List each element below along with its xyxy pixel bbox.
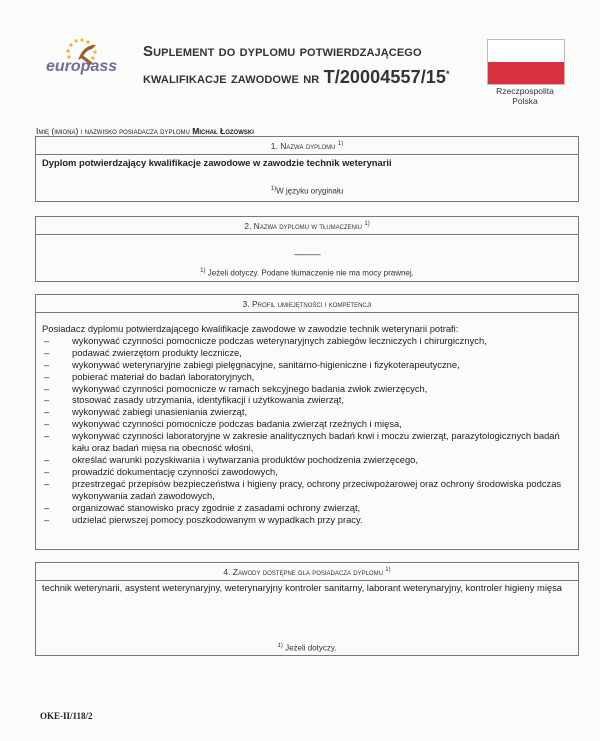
section1-divider <box>36 154 578 155</box>
section4-title-row <box>36 567 578 577</box>
holder-name: Michał Łozowski <box>192 126 254 136</box>
skill-item: – stosować zasady utrzymania, identyfikacji i użytkowania zwierząt, <box>42 394 572 406</box>
skills-list <box>42 335 572 526</box>
skill-item: – określać warunki pozyskiwania i wytwarzania produktów pochodzenia zwierzęcego, <box>42 454 572 466</box>
flag-white-stripe <box>488 40 564 62</box>
section2-title: 2. Nazwa dyplomu w tłumaczeniu <box>244 221 363 231</box>
flag-red-stripe <box>488 62 564 84</box>
holder-line <box>36 126 254 136</box>
polish-flag <box>487 39 565 85</box>
section2-text: ______ <box>294 244 320 255</box>
section3-title: 3. Profil umiejętności i kompetencji <box>242 299 372 309</box>
section4-title: 4. Zawody dostępne dla posiadacza dyplomu <box>223 567 383 577</box>
skill-item: – udzielać pierwszej pomocy poszkodowanym w wypadkach przy pracy. <box>42 514 572 526</box>
title-line2: kwalifikacje zawodowe nr <box>143 70 320 87</box>
section4-box <box>35 562 579 656</box>
section2-footnote-mark: 1) <box>200 268 206 274</box>
section1-text: Dyplom potwierdzający kwalifikacje zawodowe w zawodzie technik weterynarii <box>42 157 392 168</box>
section1-title: 1. Nazwa dyplomu <box>270 141 336 151</box>
section2-footnote-row <box>36 268 578 278</box>
section1-footnote-row <box>36 186 578 196</box>
country-name <box>470 86 580 106</box>
section1-box <box>35 136 579 202</box>
section3-divider <box>36 312 578 313</box>
section4-divider <box>36 580 578 581</box>
title-line2-row <box>143 63 483 90</box>
section1-footnote: W języku oryginału <box>276 186 344 196</box>
section2-box <box>35 216 579 282</box>
section4-text: technik weterynarii, asystent weterynaryjny, weterynaryjny kontroler sanitarny, laborant weterynaryjny, kontroler higieny mięsa <box>42 582 563 593</box>
section3-intro: Posiadacz dyplomu potwierdzającego kwalifikacje zawodowe w zawodzie technik weterynarii potrafi: <box>42 323 459 334</box>
section1-mark: 1) <box>337 141 344 148</box>
skill-item: – organizować stanowisko pracy zgodnie z zasadami ochrony zwierząt, <box>42 502 572 514</box>
section2-title-row <box>36 221 578 231</box>
section2-divider <box>36 234 578 235</box>
country-line2: Polska <box>512 96 538 106</box>
section1-footnote-mark: 1) <box>270 186 277 192</box>
skill-item: – przestrzegać przepisów bezpieczeństwa i higieny pracy, ochrony przeciwpożarowej oraz ochrony środowiska podczas wykonywania zadań zawodowych, <box>42 478 572 502</box>
logo-text: europass <box>46 58 118 75</box>
title-mark: * <box>446 69 450 79</box>
section4-footnote-mark: 1) <box>277 643 283 649</box>
form-code: OKE-II/118/2 <box>40 711 93 721</box>
skill-item: – wykonywać weterynaryjne zabiegi pielęgnacyjne, sanitarno-higieniczne i fizykoterapeutyczne, <box>42 359 572 371</box>
skill-item: – prowadzić dokumentację czynności zawodowych, <box>42 466 572 478</box>
diploma-number: T/20004557/15 <box>323 67 447 87</box>
section4-footnote: Jeżeli dotyczy. <box>285 643 337 653</box>
document-title <box>143 40 483 90</box>
holder-label: Imię (imiona) i nazwisko posiadacza dyplomu <box>36 126 190 136</box>
section1-title-row <box>36 141 578 151</box>
skill-item: – podawać zwierzętom produkty lecznicze, <box>42 347 572 359</box>
section3-content <box>42 323 572 525</box>
skill-item: – wykonywać czynności pomocnicze podczas weterynaryjnych zabiegów leczniczych i chirurgicznych, <box>42 335 572 347</box>
skill-item: – wykonywać czynności laboratoryjne w zakresie analitycznych badań krwi i moczu zwierząt, parazytologicznych badań kału oraz badań mięsa na obecność włośni, <box>42 430 572 454</box>
section4-mark: 1) <box>385 567 391 574</box>
title-line1: Suplement do dyplomu potwierdzającego <box>143 43 422 60</box>
skill-item: – pobierać materiał do badań laboratoryjnych, <box>42 371 572 383</box>
skill-item: – wykonywać czynności pomocnicze w ramach sekcyjnego badania zwłok zwierzęcych, <box>42 383 572 395</box>
country-line1: Rzeczpospolita <box>496 86 554 96</box>
europass-logo <box>38 36 128 86</box>
section2-footnote: Jeżeli dotyczy. Podane tłumaczenie nie ma mocy prawnej. <box>207 268 414 278</box>
skill-item: – wykonywać czynności pomocnicze podczas badania zwierząt rzeźnych i mięsa, <box>42 418 572 430</box>
section2-mark: 1) <box>364 221 370 228</box>
section3-box <box>35 294 579 550</box>
section4-footnote-row <box>36 643 578 653</box>
skill-item: – wykonywać zabiegi unasieniania zwierząt, <box>42 406 572 418</box>
